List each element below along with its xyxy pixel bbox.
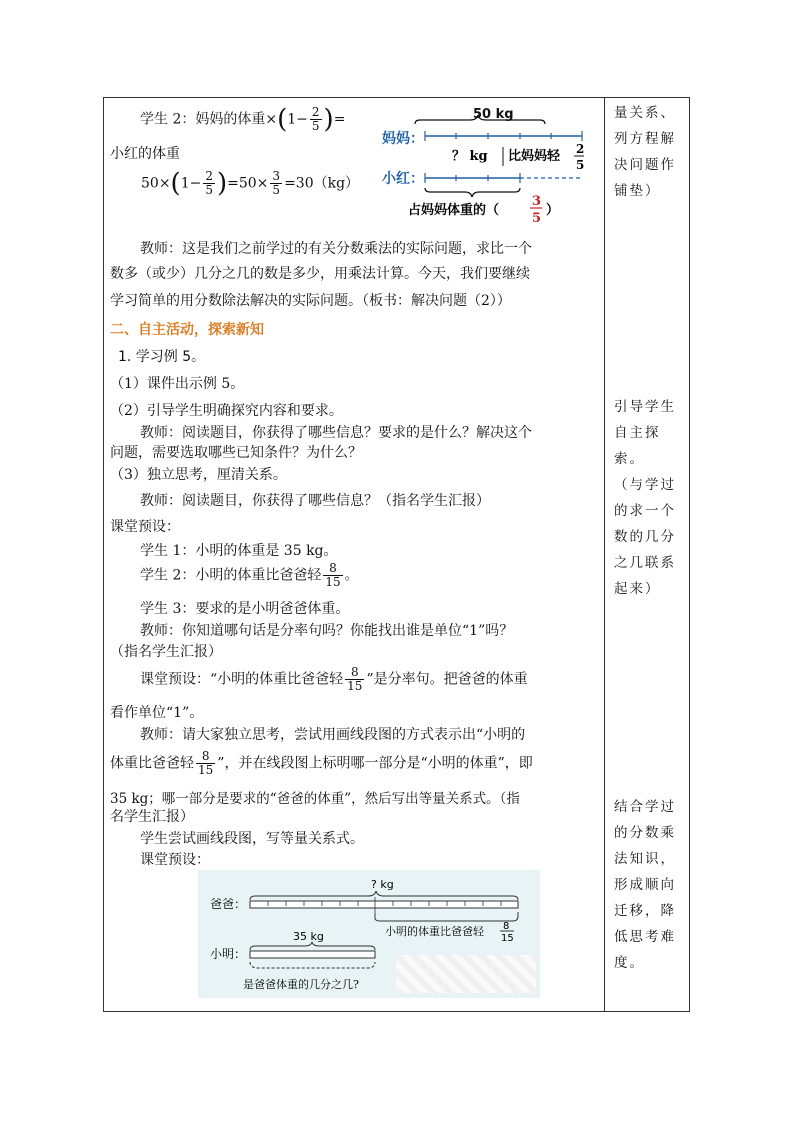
svg-text:5: 5 [576, 158, 585, 172]
mama-label: 妈妈： [382, 131, 424, 147]
teacher-paragraph-1-line3: 学习简单的用分数除法解决的实际问题。（板书：解决问题（2）） [110, 293, 511, 309]
lighter-fraction [574, 142, 584, 172]
xiaohong-label: 小红： [382, 171, 424, 187]
xiaohong-weight-text: 小红的体重 [110, 146, 180, 162]
share-fraction [530, 194, 542, 226]
teacher-paragraph-5-line4: 名学生汇报） [110, 809, 194, 825]
teacher-paragraph-2-line1: 教师：阅读题目，你获得了哪些信息？要求的是什么？解决这个 [140, 425, 532, 441]
question-text: 是爸爸体重的几分之几? [243, 978, 359, 991]
svg-text:）: ） [546, 203, 560, 218]
lighter-label: 比妈妈轻 [508, 149, 561, 164]
teacher-paragraph-2-line2: 问题，需要选取哪些已知条件？为什么？ [110, 445, 362, 461]
preset-label-3: 课堂预设： [140, 852, 210, 868]
side-note-2: 引导学生 自主探索。 （与学过 的求一个 数的几分 之几联系 起来） [614, 399, 676, 597]
side-note-1: 量关系、 列方程解 决问题作 铺垫） [614, 105, 676, 199]
teacher-paragraph-1-line1: 教师：这是我们之前学过的有关分数乘法的实际问题，求比一个 [140, 241, 532, 257]
share-brace [425, 188, 520, 197]
lighter-fraction-2 [500, 921, 514, 944]
question-brace [250, 962, 375, 968]
teacher-paragraph-4-line1: 教师：你知道哪句话是分率句吗？你能找出谁是单位“1”吗？ [140, 623, 514, 639]
fraction: $\frac{2}{5}$ [311, 105, 320, 133]
teacher-paragraph-5-line3: 35 kg；哪一部分是要求的“爸爸的体重”，然后写出等量关系式。（指 [110, 791, 520, 807]
student2-answer: 学生 2：小明的体重比爸爸轻 $\frac{8}{15}$ 。 [140, 561, 359, 589]
teacher-paragraph-5-line1: 教师：请大家独立思考，尝试用画线段图的方式表示出“小明的 [140, 727, 526, 743]
unknown-kg-label: ？ kg [452, 149, 488, 164]
preset-paragraph-2: 课堂预设：“小明的体重比爸爸轻 $\frac{8}{15}$ ”是分率句。把爸爸的体重 [140, 665, 528, 693]
student3-answer: 学生 3：要求的是小明爸爸体重。 [140, 601, 350, 617]
item-1-1: （1）课件出示例 5。 [110, 376, 245, 392]
diagram1-svg [370, 98, 595, 226]
preset-paragraph-2-line2: 看作单位“1”。 [110, 705, 204, 721]
diagram1-total-label: 50 kg [473, 107, 514, 122]
item-1-3: （3）独立思考，厘清关系。 [110, 467, 287, 483]
weight-35-label: 35 kg [293, 930, 324, 943]
xiaoming-label: 小明： [210, 947, 247, 961]
svg-text:5: 5 [532, 211, 542, 226]
blurred-watermark [396, 955, 536, 993]
section-heading: 二、自主活动，探索新知 [110, 322, 264, 338]
calc-line: 50×(1− $\frac{2}{5}$ )=50× $\frac{3}{5}$ =30（kg） [141, 168, 360, 199]
baba-label: 爸爸： [210, 897, 247, 911]
side-note-3: 结合学过 的分数乘 法知识， 形成顺向 迁移，降 低思考难 度。 [614, 799, 676, 971]
item-1-2: （2）引导学生明确探究内容和要求。 [110, 403, 343, 419]
line-segment-diagram-mama [370, 98, 595, 226]
svg-text:2: 2 [576, 142, 585, 156]
student2-formula: 学生 2：妈妈的体重×(1− $\frac{2}{5}$ )= [140, 104, 346, 135]
svg-text:15: 15 [501, 933, 514, 944]
share-label: 占妈妈体重的（ [408, 203, 500, 218]
column-divider [604, 97, 605, 1012]
student-draw-text: 学生尝试画线段图，写等量关系式。 [140, 831, 364, 847]
lighter-text: 小明的体重比爸爸轻 [385, 925, 484, 938]
student1-answer: 学生 1：小明的体重是 35 kg。 [140, 543, 338, 559]
teacher-paragraph-1-line2: 数多（或少）几分之几的数是多少，用乘法计算。今天，我们要继续 [110, 266, 530, 282]
total-brace-2 [250, 891, 518, 900]
item-1: 1. 学习例 5。 [118, 349, 206, 365]
teacher-paragraph-3: 教师：阅读题目，你获得了哪些信息？（指名学生汇报） [140, 493, 490, 509]
baba-bar [250, 901, 518, 908]
weight-brace [250, 942, 375, 950]
xiaoming-bar [250, 951, 375, 958]
svg-text:3: 3 [532, 194, 542, 209]
teacher-paragraph-5-line2: 体重比爸爸轻 $\frac{8}{15}$ ”，并在线段图上标明哪一部分是“小明的体重”，即 [110, 749, 533, 777]
unknown-weight-label: ? kg [371, 878, 394, 891]
preset-label-1: 课堂预设： [110, 519, 180, 535]
teacher-paragraph-4-line2: （指名学生汇报） [110, 644, 222, 660]
svg-text:8: 8 [503, 921, 510, 932]
lighter-brace [375, 912, 518, 921]
